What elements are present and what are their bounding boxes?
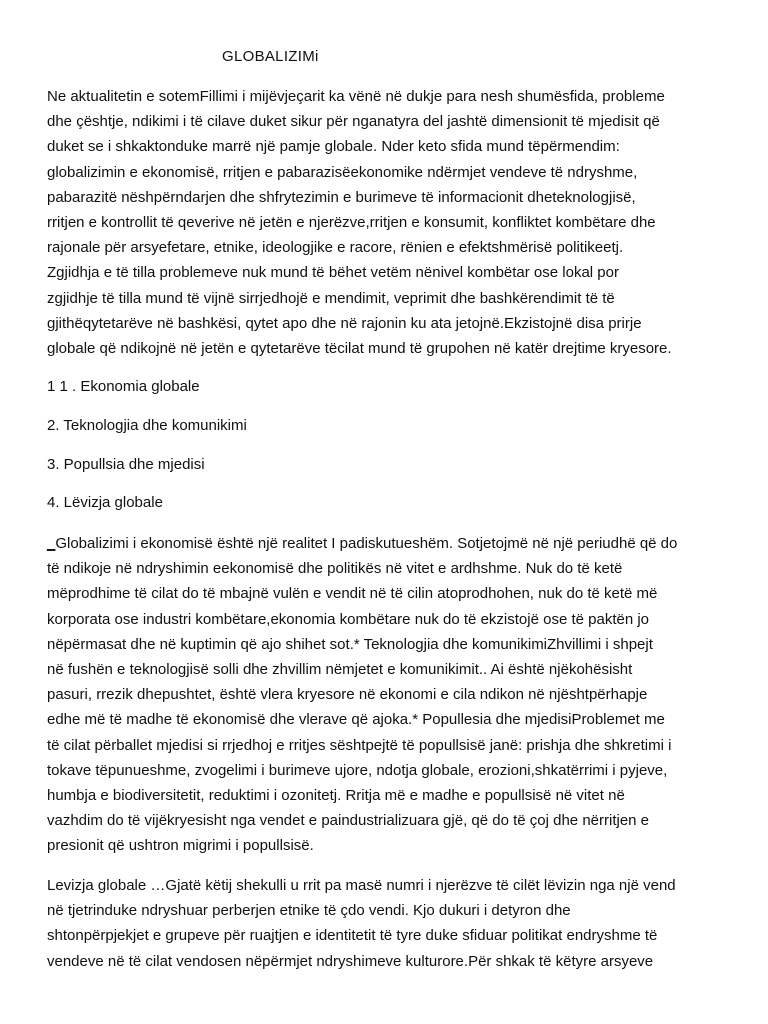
text-line: Ne aktualitetin e sotemFillimi i mijëvjeçarit ka vënë në dukje para nesh shumësfida, probleme (47, 88, 665, 105)
text-line: humbja e biodiversitetit, reduktimi i ozonitetj. Rritja më e madhe e popullsisë në vitet në (47, 786, 625, 804)
body-paragraph (47, 531, 737, 858)
text-line: Levizja globale …Gjatë këtij shekulli u rrit pa masë numri i njerëzve të cilët lëvizin nga një vend (47, 877, 676, 894)
list-item-economy: 1 1 . Ekonomia globale (47, 378, 200, 395)
closing-paragraph (47, 873, 737, 974)
list-item-technology: 2. Teknologjia dhe komunikimi (47, 417, 247, 434)
text-line: globale që ndikojnë në jetën e qytetarëve tëcilat mund të grupohen në katër drejtime kryesore. (47, 339, 672, 357)
document-title: GLOBALIZIMi (222, 48, 319, 65)
text-line: vendeve në të cilat vendosen nëpërmjet ndryshimeve kulturore.Për shkak të këtyre arsyeve (47, 952, 654, 970)
intro-paragraph (47, 84, 737, 361)
text-line: mëprodhime të cilat do të mbajnë vulën e vendit në të cilin atoprodhohen, nuk do të ketë më (47, 585, 658, 603)
text-line (47, 531, 737, 556)
text-line: në fushën e teknologjisë solli dhe zhvillim nëmjetet e komunikimit.. Ai është njëkohësisht (47, 660, 633, 678)
text-line: edhe më të madhe të ekonomisë dhe vlerave që ajoka.* Popullesia dhe mjedisiProblemet me (47, 711, 665, 729)
list-item-movement: 4. Lëvizja globale (47, 494, 163, 511)
text-line-content: Globalizimi i ekonomisë është një realitet I padiskutueshëm. Sotjetojmë në një periudhë që do (55, 535, 678, 552)
list-item-population: 3. Popullsia dhe mjedisi (47, 456, 205, 473)
text-line: në tjetrinduke ndryshuar perberjen etnike të çdo vendi. Kjo dukuri i detyron dhe (47, 902, 571, 920)
text-line: tokave tëpunueshme, zvogelimi i burimeve ujore, ndotja globale, erozioni,shkatërrimi i pyjeve, (47, 761, 668, 779)
text-line: të ndikoje në ndryshimin eekonomisë dhe politikës në vitet e ardhshme. Nuk do të ketë (47, 560, 623, 578)
text-line: Zgjidhja e të tilla problemeve nuk mund të bëhet vetëm nënivel kombëtar ose lokal por (47, 264, 619, 282)
text-line: rajonale për arsyefetare, etnike, ideologjike e racore, rënien e efektshmërisë politikeetj. (47, 239, 624, 257)
text-line: vazhdim do të vijëkryesisht nga vendet e paindustrializuara gjë, që do të çoj dhe nërritjen e (47, 812, 650, 830)
text-line: gjithëqytetarëve në bashkësi, qytet apo dhe në rajonin ku ata jetojnë.Ekzistojnë disa prirje (47, 314, 642, 332)
text-line: nëpërmasat dhe në kuptimin që ajo shihet sot.* Teknologjia dhe komunikimiZhvillimi i shpejt (47, 635, 653, 653)
lead-mark: _ (47, 535, 56, 552)
text-line: pasuri, rrezik dhepushtet, është vlera kryesore në ekonomi e cila ndikon në njështpërhapje (47, 686, 648, 704)
text-line: duket se i shkaktonduke marrë një pamje globale. Nder keto sfida mund tëpërmendim: (47, 138, 620, 156)
text-line: të cilat përballet mjedisi si rrjedhoj e rritjes sështpejtë të popullsisë janë: prishja dhe shkretimi i (47, 736, 672, 754)
text-line: globalizimin e ekonomisë, rritjen e pabarazisëekonomike ndërmjet vendeve të ndryshme, (47, 163, 638, 181)
text-line: dhe çështje, ndikimi i të cilave duket sikur për nganatyra del jashtë dimensionit të mjedisit që (47, 113, 660, 131)
text-line: pabarazitë nëshpërndarjen dhe shfrytezimin e burimeve të informacionit dheteknologjisë, (47, 188, 636, 206)
text-line: rritjen e kontrollit të qeverive në jetën e njerëzve,rritjen e konsumit, konfliktet kombëtare dhe (47, 213, 656, 231)
text-line: zgjidhje të tilla mund të vijnë sirrjedhojë e mendimit, veprimit dhe bashkërendimit të të (47, 289, 615, 307)
text-line: shtonpërpjekjet e grupeve për ruajtjen e identitetit të tyre duke sfiduar politikat endryshme të (47, 927, 658, 945)
text-line: korporata ose industri kombëtare,ekonomia kombëtare nuk do të ekzistojë ose të paktën jo (47, 610, 650, 628)
text-line: presionit që ushtron migrimi i popullsisë. (47, 837, 314, 855)
